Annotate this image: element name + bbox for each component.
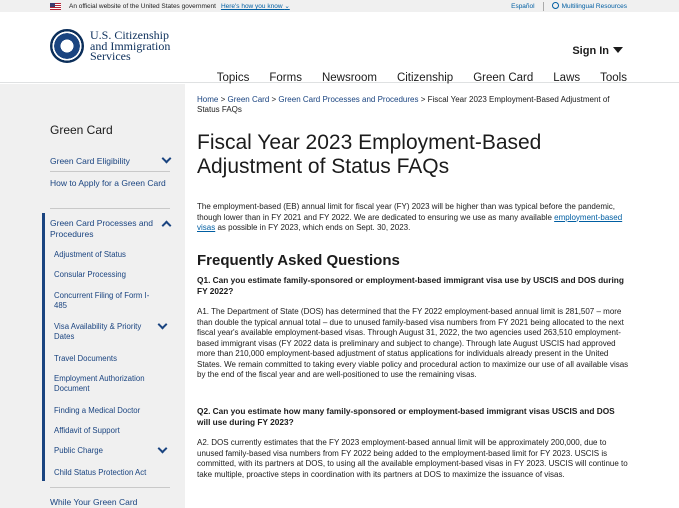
breadcrumb-home[interactable]: Home bbox=[197, 95, 219, 104]
chevron-up-icon[interactable] bbox=[162, 221, 172, 231]
faq-answer-2: A2. DOS currently estimates that the FY 2023 employment-based annual limit will be approximately 200,000, due to unused family-based visa numbers from FY 2022 being added to the employment-based limit for FY 2023. USCIS is committed, with its partners at DOS, to using all the available employment-based visas in FY 2023. USCIS will continue to take multiple, proactive steps in coordination with its partners at DOS to maximize the issuance of visas. bbox=[197, 438, 628, 479]
logo-line-2: and Immigration bbox=[90, 38, 171, 53]
nav-citizenship[interactable]: Citizenship bbox=[396, 72, 454, 84]
nav-tools[interactable]: Tools bbox=[600, 72, 627, 84]
sign-in-button[interactable]: Sign In bbox=[572, 45, 623, 57]
sidebar-subitem-concurrent-filing[interactable]: Concurrent Filing of Form I-485 bbox=[54, 291, 150, 310]
divider bbox=[50, 487, 170, 488]
sidebar-subitem-adjustment-of-status[interactable]: Adjustment of Status bbox=[54, 250, 126, 259]
chevron-down-icon[interactable] bbox=[162, 154, 172, 164]
nav-topics[interactable]: Topics bbox=[216, 72, 250, 84]
multilingual-resources-link[interactable]: Multilingual Resources bbox=[552, 2, 627, 10]
faq-question-2: Q2. Can you estimate how many family-sponsored or employment-based immigrant visas USCIS and DOS will use during FY 2023? bbox=[197, 406, 615, 427]
divider bbox=[50, 208, 170, 209]
sidebar-item-while-your-green-card[interactable]: While Your Green Card bbox=[50, 497, 138, 507]
faq-answer-1: A1. The Department of State (DOS) has determined that the FY 2022 employment-based annual limit is 281,507 – more than double the typical annual total – due to unused family-based visa numbers from FY 2021 being allocated to the next fiscal year's available employment-based visas. Through August 31, 2022, the two agencies used 263,510 employment-based immigrant visas (FY 2022 data is preliminary and subject to change). Through late August USCIS had approved more than 210,000 employment-based adjustment of status applications for individuals already present in the United States. We remain committed to taking every viable policy and procedural action to maximize our use of all available visas by the end of the fiscal year and are well-positioned to use the remaining visas. bbox=[197, 307, 629, 379]
page-title: Fiscal Year 2023 Employment-Based Adjustment of Status FAQs bbox=[197, 131, 542, 178]
breadcrumb-green-card[interactable]: Green Card bbox=[227, 95, 270, 104]
sidebar-item-green-card-processes[interactable]: Green Card Processes and Procedures bbox=[50, 218, 170, 239]
main-nav bbox=[217, 72, 627, 84]
gov-banner-text: An official website of the United States government bbox=[69, 2, 216, 10]
employment-based-visas-link[interactable]: employment-based visas bbox=[197, 212, 623, 232]
gov-banner bbox=[0, 0, 679, 12]
globe-icon bbox=[552, 2, 559, 9]
caret-down-icon bbox=[613, 47, 623, 53]
sidebar-subitem-visa-availability[interactable]: Visa Availability & Priority Dates bbox=[54, 322, 142, 341]
sidebar-subitem-travel-documents[interactable]: Travel Documents bbox=[54, 354, 117, 363]
sidebar-subitem-medical-doctor[interactable]: Finding a Medical Doctor bbox=[54, 406, 141, 415]
faq-heading: Frequently Asked Questions bbox=[197, 252, 400, 269]
espanol-link[interactable]: Español bbox=[511, 2, 535, 10]
faq-question-1: Q1. Can you estimate family-sponsored or employment-based immigrant visa use by USCIS and DOS during FY 2022? bbox=[197, 275, 624, 296]
sidebar bbox=[0, 84, 185, 508]
breadcrumb: Home > Green Card > Green Card Processes and Procedures > Fiscal Year 2023 Employment-Based Adjustment of Status FAQs bbox=[197, 95, 610, 114]
nav-laws[interactable]: Laws bbox=[553, 72, 581, 84]
divider bbox=[543, 2, 544, 11]
us-flag-icon bbox=[50, 3, 61, 10]
sidebar-title: Green Card bbox=[50, 123, 113, 137]
breadcrumb-current: Fiscal Year 2023 Employment-Based Adjustment of Status FAQs bbox=[197, 95, 610, 114]
sidebar-item-how-to-apply[interactable]: How to Apply for a Green Card bbox=[50, 178, 166, 188]
site-header bbox=[0, 12, 679, 83]
heres-how-you-know-link[interactable]: Here's how you know ⌄ bbox=[220, 3, 290, 10]
logo-line-1: U.S. Citizenship bbox=[90, 28, 170, 43]
sidebar-subitem-public-charge[interactable]: Public Charge bbox=[54, 446, 103, 455]
sidebar-subitem-cspa[interactable]: Child Status Protection Act bbox=[54, 468, 147, 477]
nav-forms[interactable]: Forms bbox=[269, 72, 302, 84]
breadcrumb-processes[interactable]: Green Card Processes and Procedures bbox=[278, 95, 419, 104]
nav-green-card[interactable]: Green Card bbox=[473, 72, 534, 84]
dhs-seal-icon bbox=[50, 29, 84, 63]
logo-line-3: Services bbox=[90, 49, 131, 64]
sidebar-item-green-card-eligibility[interactable]: Green Card Eligibility bbox=[50, 156, 170, 167]
sidebar-subitem-ead[interactable]: Employment Authorization Document bbox=[54, 374, 145, 393]
intro-paragraph: The employment-based (EB) annual limit for fiscal year (FY) 2023 will be higher than was typical before the pandemic, though lower than in FY 2021 and FY 2022. We are dedicated to ensuring we use as many available employment-based visas as possible in FY 2023, which ends on Sept. 30, 2023. bbox=[197, 202, 623, 232]
sidebar-subitem-consular-processing[interactable]: Consular Processing bbox=[54, 270, 126, 279]
chevron-down-icon: ⌄ bbox=[284, 3, 290, 10]
sidebar-subitem-affidavit-of-support[interactable]: Affidavit of Support bbox=[54, 426, 120, 435]
uscis-logo[interactable] bbox=[50, 29, 170, 63]
divider bbox=[50, 171, 170, 172]
nav-newsroom[interactable]: Newsroom bbox=[321, 72, 377, 84]
